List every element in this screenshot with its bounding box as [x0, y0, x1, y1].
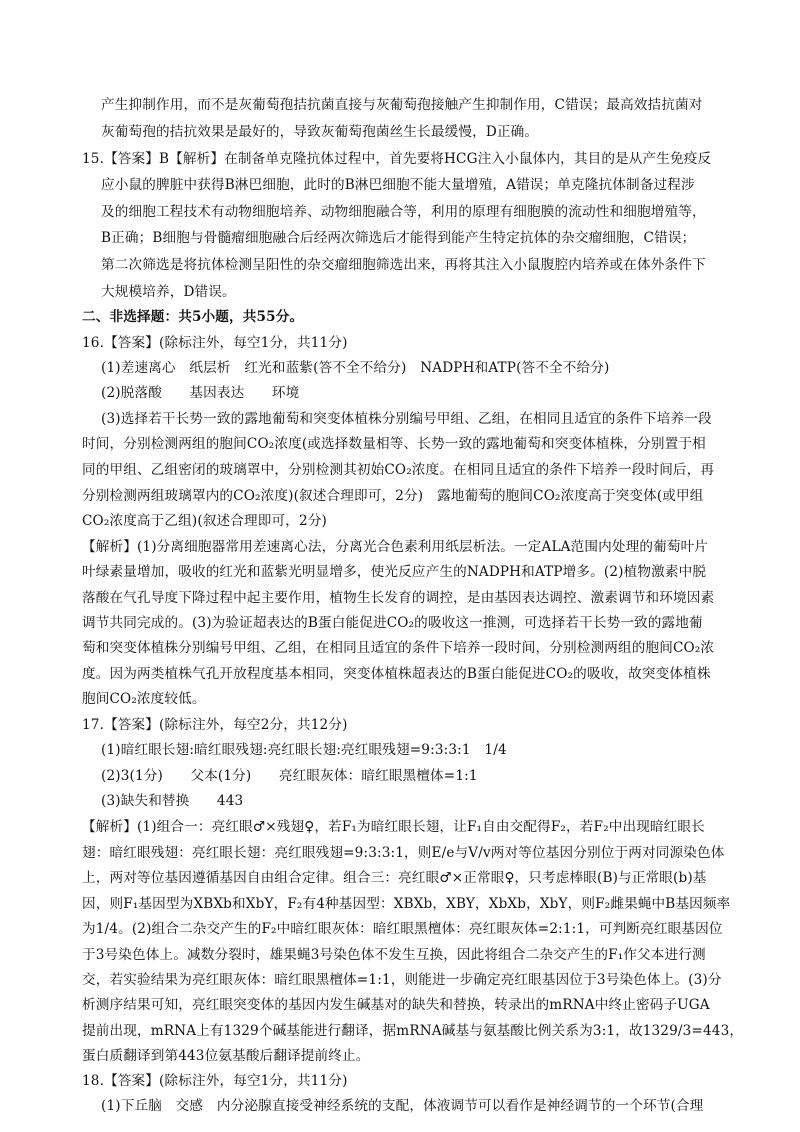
text-line: 落酸在气孔导度下降过程中起主要作用，植物生长发育的调控，是由基因表达调控、激素调节和环境因素	[82, 590, 715, 606]
text-line: 分别检测两组玻璃罩内的CO₂浓度)(叙述合理即可，2分) 露地葡萄的胞间CO₂浓度高于突变体(或甲组	[82, 488, 704, 504]
text-line: (3)选择若干长势一致的露地葡萄和突变体植株分别编号甲组、乙组，在相同且适宜的条件下培养一段	[101, 411, 712, 427]
text-line: 应小鼠的脾脏中获得B淋巴细胞，此时的B淋巴细胞不能大量增殖，A错误；单克隆抗体制备过程涉	[101, 177, 695, 193]
text-line: B正确；B细胞与骨髓瘤细胞融合后经两次筛选后才能得到能产生特定抗体的杂交瘤细胞，C错误；	[101, 230, 696, 246]
text-line: 及的细胞工程技术有动物细胞培养、动物细胞融合等，利用的原理有细胞膜的流动性和细胞增殖等，	[101, 204, 706, 220]
text-line: 于3号染色体上。减数分裂时，雄果蝇3号染色体不发生互换，因此将组合二杂交产生的F₁作父本进行测	[82, 947, 706, 963]
text-line: 16.【答案】(除标注外，每空1分，共11分)	[82, 335, 348, 351]
text-line: 萄和突变体植株分别编号甲组、乙组，在相同且适宜的条件下培养一段时间，分别检测两组的胞间CO₂浓	[82, 640, 715, 656]
text-line: (3)缺失和替换 443	[101, 793, 244, 809]
section-heading: 二、非选择题：共5小题，共55分。	[82, 309, 304, 325]
text-line: 上，两对等位基因遵循基因自由组合定律。组合三：亮红眼♂×正常眼♀，只考虑棒眼(B)与正常眼(b)基	[82, 870, 707, 886]
text-line: 18.【答案】(除标注外，每空1分，共11分)	[82, 1073, 348, 1089]
text-line: (2)3(1分) 父本(1分) 亮红眼灰体：暗红眼黑檀体=1:1	[101, 768, 478, 784]
text-line: 【解析】(1)组合一：亮红眼♂×残翅♀，若F₁为暗红眼长翅，让F₁自由交配得F₂，若F₂中出现暗红眼长	[82, 819, 705, 835]
text-line: 为1/4。(2)组合二杂交产生的F₂中暗红眼灰体：暗红眼黑檀体：亮红眼灰体=2:1:1，可判断亮红眼基因位	[82, 921, 723, 937]
text-line: 同的甲组、乙组密闭的玻璃罩中，分别检测其初始CO₂浓度。在相同且适宜的条件下培养一段时间后，再	[82, 462, 715, 478]
text-line: (1)下丘脑 交感 内分泌腺直接受神经系统的支配，体液调节可以看作是神经调节的一个环节(合理	[101, 1098, 704, 1114]
text-line: 17.【答案】(除标注外，每空2分，共12分)	[82, 717, 348, 733]
text-line: 叶绿素量增加，吸收的红光和蓝紫光明显增多，使光反应产生的NADPH和ATP增多。(2)植物激素中脱	[82, 564, 707, 580]
text-line: (1)差速离心 纸层析 红光和蓝紫(答不全不给分) NADPH和ATP(答不全不给分)	[101, 360, 610, 376]
text-line: 时间，分别检测两组的胞间CO₂浓度(或选择数量相等、长势一致的露地葡萄和突变体植株，分别置于相	[82, 436, 706, 452]
text-line: 大规模培养，D错误。	[101, 284, 236, 300]
text-line: 度。因为两类植株气孔开放程度基本相同，突变体植株超表达的B蛋白能促进CO₂的吸收，故突变体植株	[82, 666, 711, 682]
text-line: 蛋白质翻译到第443位氨基酸后翻译提前终止。	[82, 1048, 370, 1064]
text-line: 析测序结果可知，亮红眼突变体的基因内发生碱基对的缺失和替换，转录出的mRNA中终止密码子UGA	[82, 997, 710, 1013]
text-line: 因，则F₁基因型为XBXb和XbY，F₂有4种基因型：XBXb，XBY，XbXb，XbY，则F₂雌果蝇中B基因频率	[82, 896, 731, 912]
text-line: 翅：暗红眼残翅：亮红眼长翅：亮红眼残翅=9:3:3:1，则E/e与V/v两对等位基因分别位于两对同源染色体	[82, 845, 725, 861]
text-line: 第二次筛选是将抗体检测呈阳性的杂交瘤细胞筛选出来，再将其注入小鼠腹腔内培养或在体外条件下	[101, 257, 706, 273]
text-line: CO₂浓度高于乙组)(叙述合理即可，2分)	[82, 513, 328, 529]
text-line: (2)脱落酸 基因表达 环境	[101, 385, 300, 401]
text-line: 【解析】(1)分离细胞器常用差速离心法，分离光合色素利用纸层析法。一定ALA范围内处理的葡萄叶片	[82, 539, 709, 555]
text-line: 产生抑制作用，而不是灰葡萄孢拮抗菌直接与灰葡萄孢接触产生抑制作用，C错误；最高效拮抗菌对	[101, 97, 703, 113]
text-line: 交，若实验结果为亮红眼灰体：暗红眼黑檀体=1:1，则能进一步确定亮红眼基因位于3号染色体上。(3)分	[82, 972, 722, 988]
text-line: 提前出现，mRNA上有1329个碱基能进行翻译，据mRNA碱基与氨基酸比例关系为3:1，故1329/3=443，	[82, 1023, 744, 1039]
text-line: (1)暗红眼长翅:暗红眼残翅:亮红眼长翅:亮红眼残翅=9:3:3:1 1/4	[101, 742, 507, 758]
text-line: 灰葡萄孢的拮抗效果是最好的，导致灰葡萄孢菌丝生长最缓慢，D正确。	[101, 124, 539, 140]
text-line: 15.【答案】B【解析】在制备单克隆抗体过程中，首先要将HCG注入小鼠体内，其目的是从产生免疫反	[82, 151, 712, 167]
text-line: 胞间CO₂浓度较低。	[82, 691, 206, 707]
text-line: 调节共同完成的。(3)为验证超表达的B蛋白能促进CO₂的吸收这一推测，可选择若干长势一致的露地葡	[82, 615, 703, 631]
